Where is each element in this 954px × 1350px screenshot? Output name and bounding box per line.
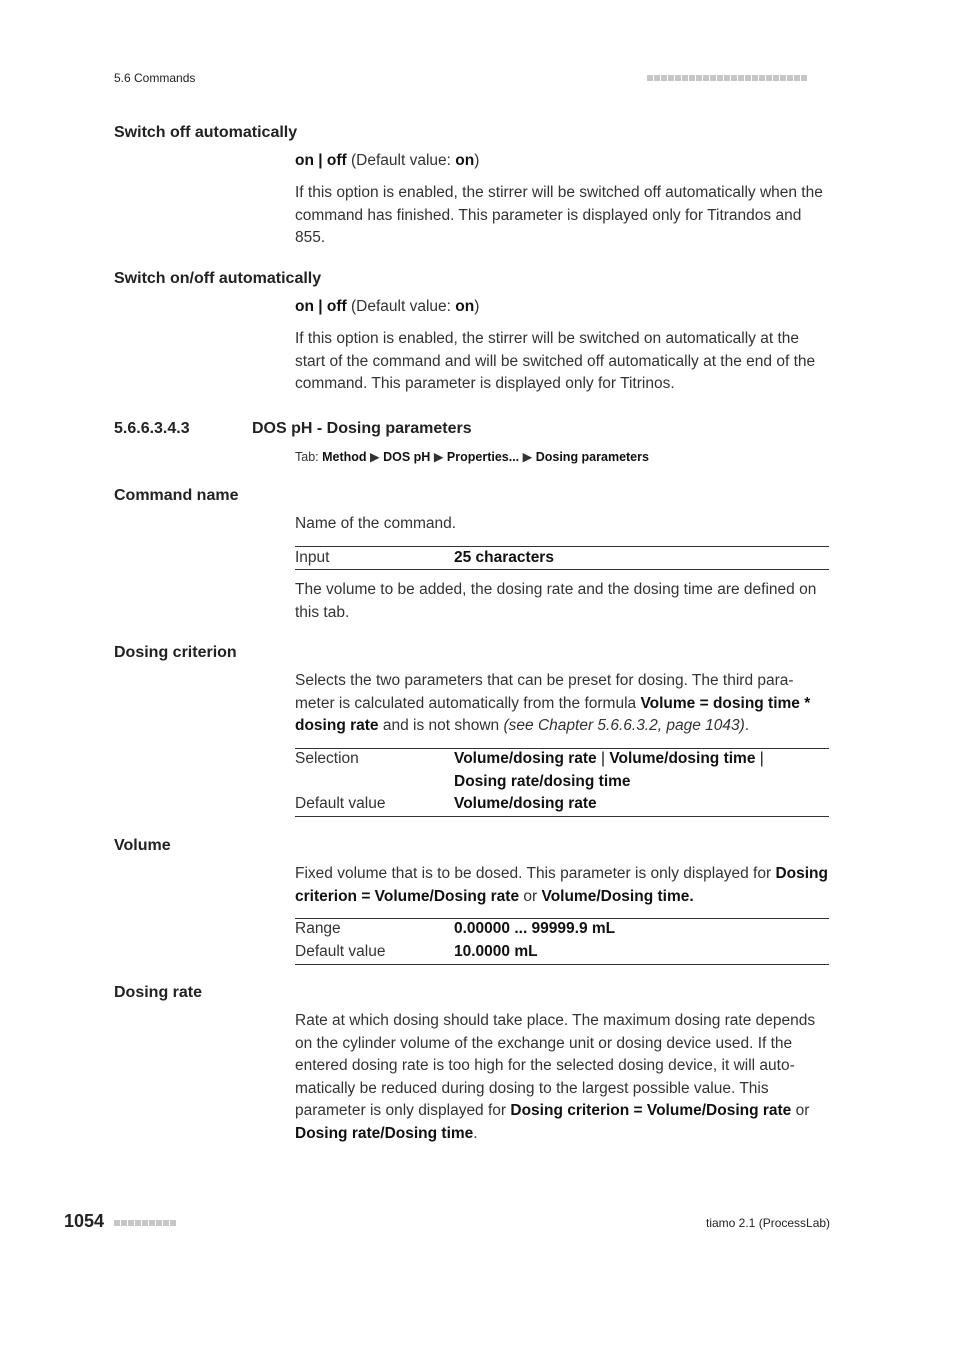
arrow-icon: ▶: [519, 450, 536, 464]
param-table-command-name: [295, 547, 829, 570]
selection-option: Volume/dosing time: [609, 750, 756, 767]
param-desc-switch-off: If this option is enabled, the stirrer will be switched off automatically when the command has finished. This parameter is displayed only for Titrandos and 855.: [295, 184, 823, 246]
default-value: on: [455, 152, 475, 169]
default-close: ): [474, 152, 480, 169]
footer-decoration: [114, 1220, 176, 1226]
param-title-switch-off: Switch off automatically: [114, 124, 298, 141]
tab-path-item: Method: [322, 450, 367, 464]
desc-emphasis: Dosing criterion = Volume/Dosing rate: [510, 1102, 792, 1119]
table-value: 25 characters: [454, 549, 554, 566]
param-desc-volume: [295, 863, 830, 908]
tab-path-item: DOS pH: [383, 450, 431, 464]
table-value: 0.00000 ... 99999.9 mL: [454, 920, 616, 937]
table-value: [454, 748, 829, 793]
param-title-dosing-criterion: Dosing criterion: [114, 644, 237, 661]
table-label: Input: [295, 549, 330, 566]
tab-path-item: Dosing parameters: [535, 450, 649, 464]
option-sep: |: [313, 152, 327, 169]
table-row: [295, 918, 829, 941]
desc-text: .: [473, 1124, 478, 1142]
selection-option: Dosing rate/dosing time: [454, 772, 631, 790]
desc-text: Selects the two parameters that can be preset for dosing. The third para-meter is calculated automatically from the formula: [295, 672, 794, 712]
param-title-volume: Volume: [114, 837, 171, 854]
table-rule: [295, 816, 829, 817]
option-on: on: [295, 298, 314, 315]
page-number: 1054: [64, 1211, 105, 1231]
param-desc-dosing-rate: [295, 1010, 830, 1145]
table-label: Selection: [295, 750, 359, 767]
arrow-icon: ▶: [366, 450, 384, 464]
table-row: [295, 941, 829, 964]
param-table-dosing-criterion: [295, 748, 829, 816]
table-rule: [295, 964, 829, 965]
desc-text: or: [791, 1102, 810, 1119]
section-number: 5.6.6.3.4.3: [114, 420, 190, 437]
option-off: off: [326, 152, 347, 169]
table-rule: [295, 569, 829, 570]
param-options-switch-onoff: [295, 296, 830, 319]
param-title-dosing-rate: Dosing rate: [114, 984, 203, 1001]
desc-text: or: [519, 887, 542, 905]
desc-text: and is not shown: [378, 717, 504, 734]
desc-text: Fixed volume that is to be dosed. This parameter is only displayed for: [295, 865, 776, 882]
tab-path: [295, 449, 649, 464]
default-prefix: (Default value:: [346, 298, 456, 315]
param-title-switch-onoff: Switch on/off automatically: [114, 270, 322, 287]
option-on: on: [295, 152, 314, 169]
formula: Volume = dosing time * dosing rate: [295, 694, 811, 734]
table-row: [295, 793, 829, 816]
param-note-command-name: The volume to be added, the dosing rate and the dosing time are defined on this tab.: [295, 581, 817, 621]
desc-text: Rate at which dosing should take place. The maximum dosing rate depends on the cylinder volume of the exchange unit or dosing device used. If the entered dosing rate is too high for the selected dosing device, it will auto-matically be reduced during dosing to the largest possible value. This parameter is only displayed for: [295, 1012, 816, 1119]
selection-option: Volume/dosing rate: [454, 750, 597, 767]
tab-path-item: Properties...: [446, 450, 520, 464]
table-row: [295, 748, 829, 793]
tab-prefix: Tab:: [295, 450, 323, 464]
selection-separator: |: [596, 750, 610, 767]
chapter-reference: (see Chapter 5.6.6.3.2, page 1043): [503, 717, 745, 734]
desc-emphasis: Volume/Dosing time.: [541, 887, 694, 905]
table-value: 10.0000 mL: [454, 942, 538, 960]
desc-emphasis: Dosing rate/Dosing time: [295, 1124, 474, 1142]
param-title-command-name: Command name: [114, 487, 239, 504]
table-row: [295, 547, 829, 570]
param-desc-switch-onoff: If this option is enabled, the stirrer will be switched on automatically at the start of the command and will be switched off automatically at the end of the command. This parameter is displayed only for Titrinos.: [295, 330, 816, 392]
table-label: Default value: [295, 942, 386, 960]
default-close: ): [474, 298, 480, 315]
default-prefix: (Default value:: [346, 152, 456, 169]
option-sep: |: [313, 298, 327, 315]
desc-text: .: [744, 717, 750, 734]
param-desc-dosing-criterion: [295, 670, 830, 738]
param-desc-command-name: Name of the command.: [295, 515, 457, 532]
param-table-volume: [295, 918, 829, 963]
table-label: Range: [295, 920, 341, 937]
param-options-switch-off: [295, 150, 830, 173]
running-header-section: 5.6 Commands: [114, 71, 196, 85]
arrow-icon: ▶: [430, 450, 447, 464]
option-off: off: [326, 298, 347, 315]
desc-emphasis: Dosing criterion = Volume/Dosing rate: [295, 865, 828, 905]
selection-separator: |: [755, 750, 764, 767]
default-value: on: [455, 298, 475, 315]
header-decoration: [647, 75, 807, 81]
product-name: tiamo 2.1 (ProcessLab): [706, 1216, 831, 1230]
table-value: Volume/dosing rate: [454, 795, 597, 812]
section-title: DOS pH - Dosing parameters: [252, 420, 472, 437]
table-label: Default value: [295, 795, 386, 812]
